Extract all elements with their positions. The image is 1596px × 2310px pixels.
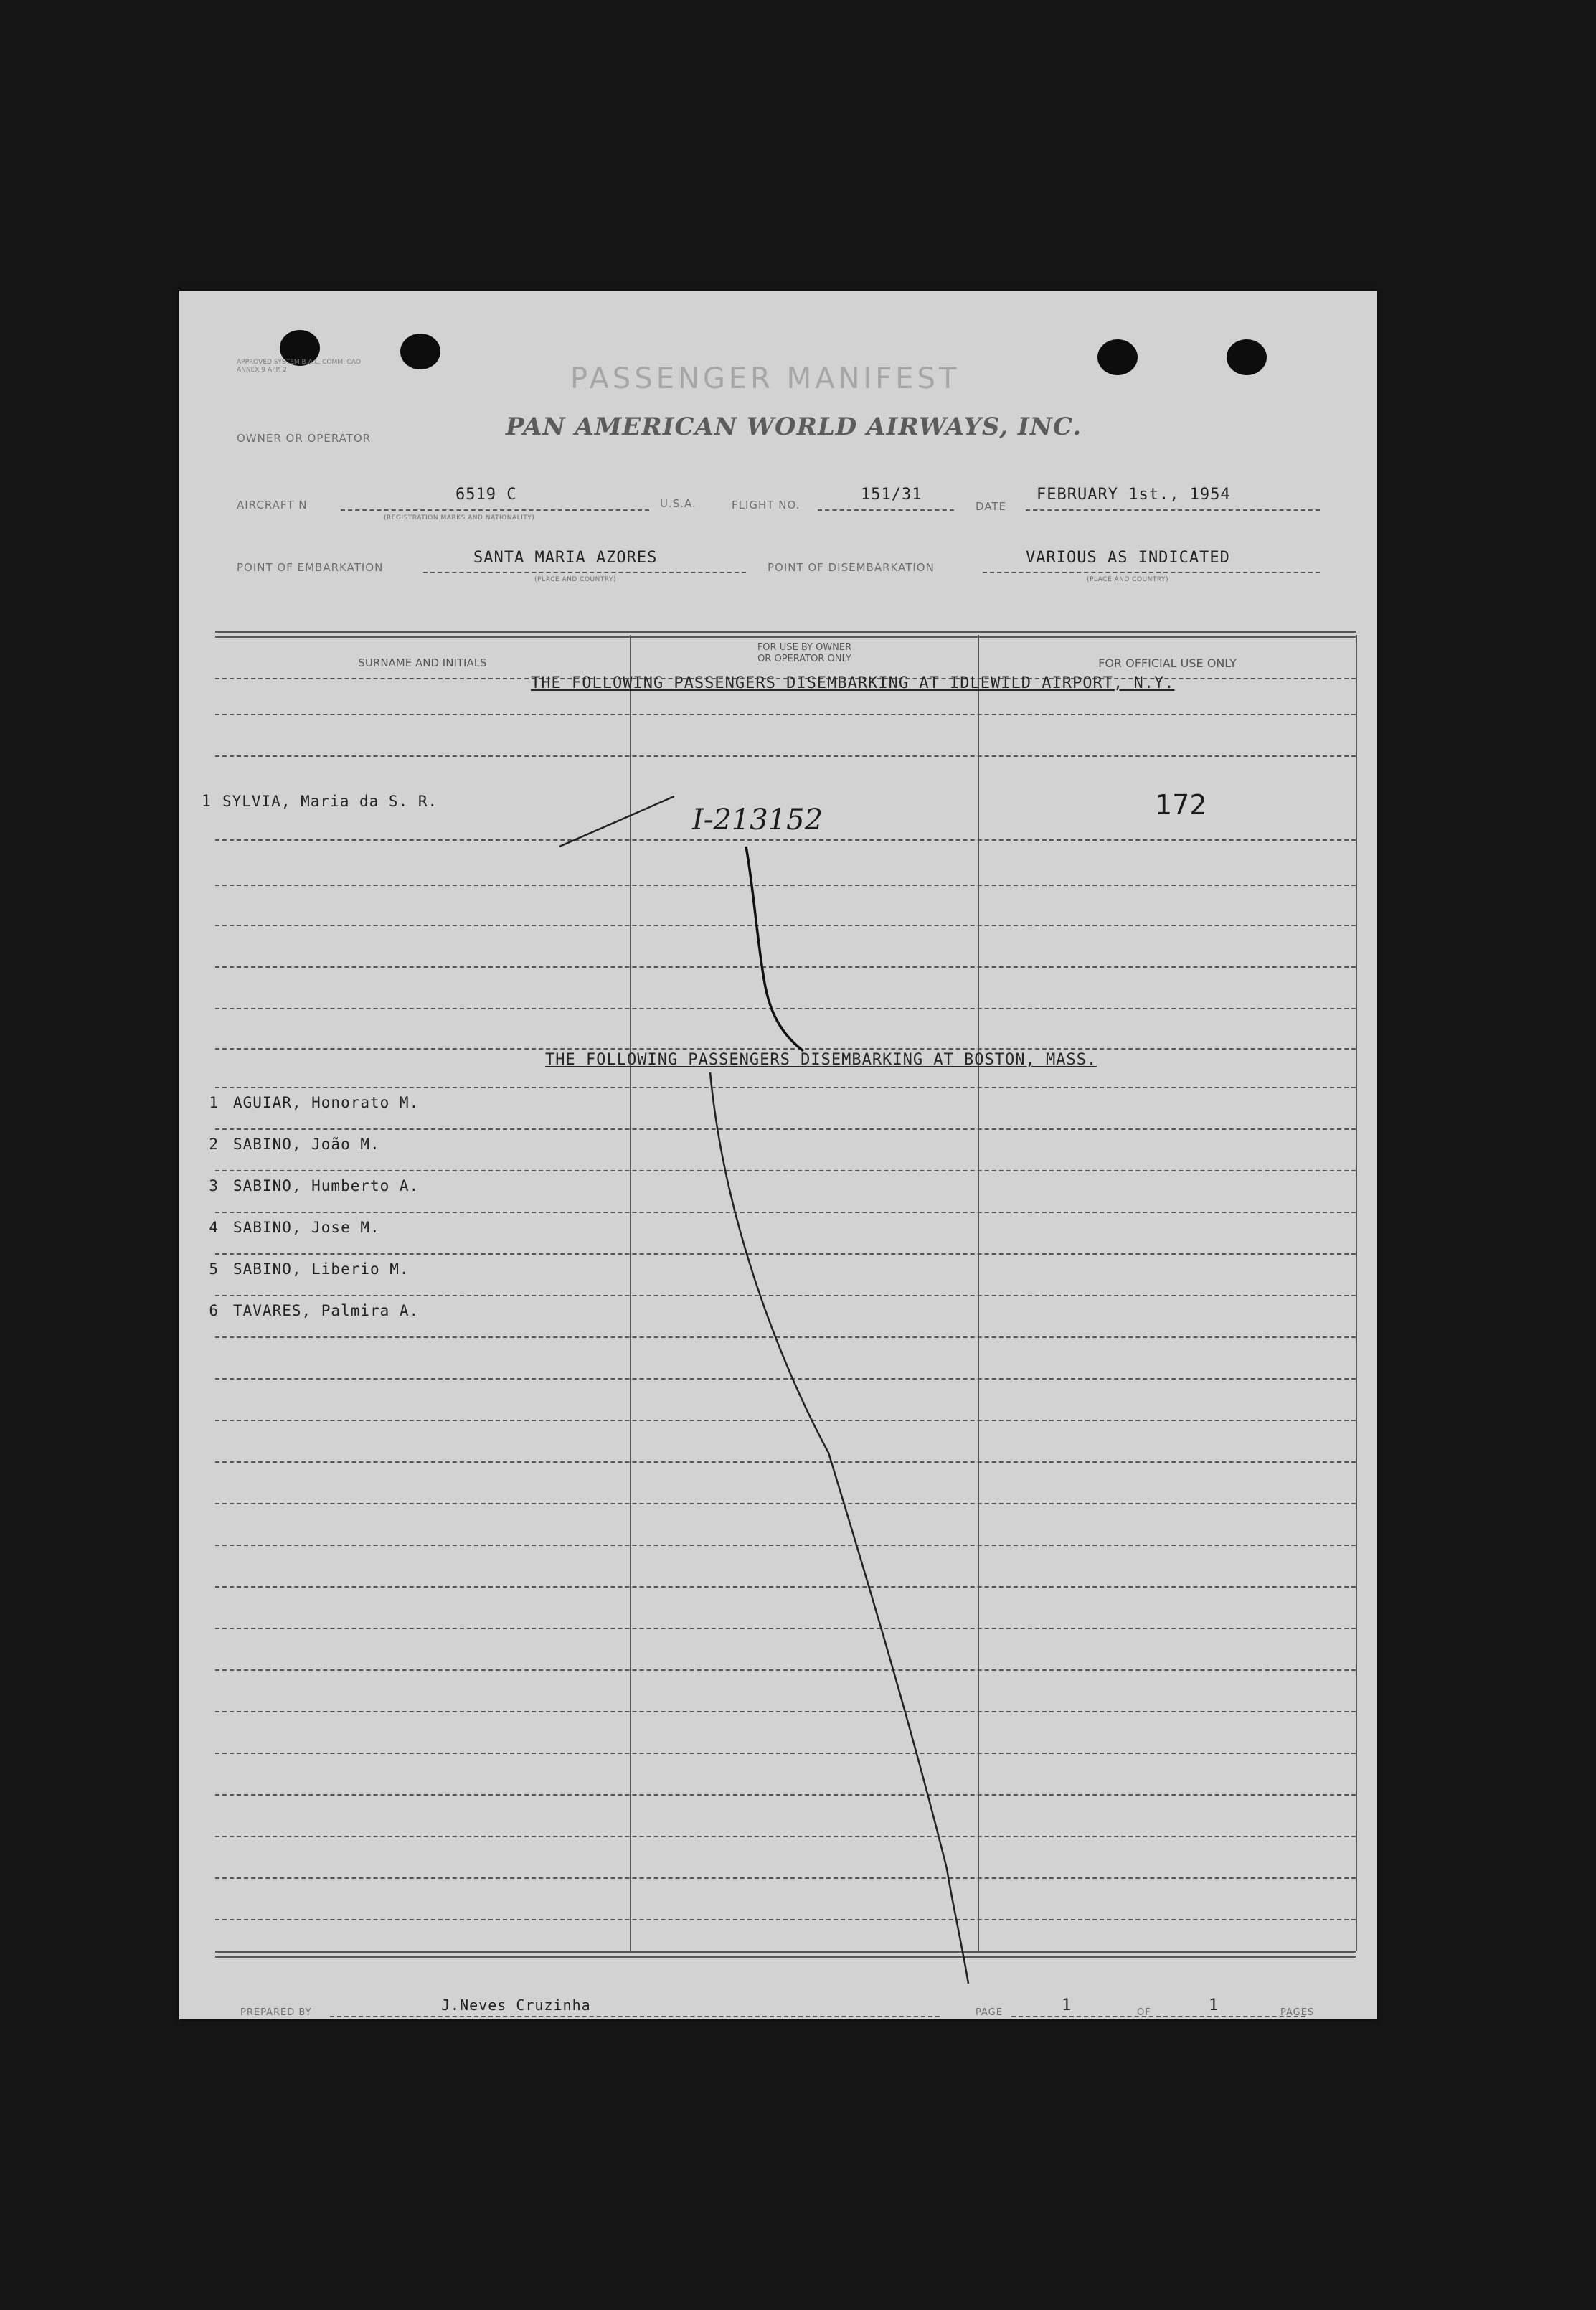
disembark-label: POINT OF DISEMBARKATION — [768, 561, 935, 574]
passenger-name: SABINO, João M. — [233, 1136, 380, 1153]
ruled-line — [215, 1794, 1356, 1796]
ruled-line — [215, 1048, 1356, 1050]
aircraft-label: AIRCRAFT N — [237, 499, 308, 512]
ruled-line — [215, 966, 1356, 968]
embark-label: POINT OF EMBARKATION — [237, 561, 384, 574]
passenger-number: 6 — [209, 1302, 219, 1319]
owner-label: OWNER OR OPERATOR — [237, 432, 372, 445]
ruled-line — [215, 839, 1356, 841]
aircraft-value: 6519 C — [455, 486, 517, 504]
passenger-number: 5 — [209, 1260, 219, 1278]
section-heading-idlewild: THE FOLLOWING PASSENGERS DISEMBARKING AT IDLEWILD AIRPORT, N.Y. — [531, 674, 1175, 692]
ruled-line — [215, 1503, 1356, 1504]
passenger-number: 4 — [209, 1219, 219, 1236]
pencil-stroke — [710, 1072, 968, 1984]
pages-value: 1 — [1209, 1996, 1219, 2014]
manifest-sheet — [179, 291, 1377, 2019]
ruled-line — [215, 1378, 1356, 1380]
ruled-line — [215, 885, 1356, 886]
passenger-name: TAVARES, Palmira A. — [233, 1302, 420, 1319]
official-note-handwritten: 172 — [1155, 789, 1207, 821]
column-header-owner-use-line2: OR OPERATOR ONLY — [757, 654, 851, 664]
ruled-line — [215, 1212, 1356, 1213]
ruled-line — [215, 1628, 1356, 1629]
page-label: PAGE — [976, 2007, 1003, 2018]
ruled-line — [215, 1420, 1356, 1421]
passenger-name: SABINO, Humberto A. — [233, 1177, 420, 1194]
ruled-line — [215, 1461, 1356, 1463]
pages-label: PAGES — [1280, 2007, 1315, 2018]
ruled-line — [215, 1919, 1356, 1920]
flight-value: 151/31 — [861, 486, 922, 504]
column-header-official: FOR OFFICIAL USE ONLY — [1098, 656, 1237, 670]
passenger-name: SABINO, Jose M. — [233, 1219, 380, 1236]
embark-sublabel: (PLACE AND COUNTRY) — [534, 576, 617, 583]
ruled-line — [215, 1336, 1356, 1338]
ruled-line — [215, 714, 1356, 715]
ruled-line — [215, 1253, 1356, 1255]
ruled-line — [215, 1669, 1356, 1671]
approval-text: APPROVED SYSTEM B.A.L. COMM ICAO ANNEX 9 APP. 2 — [237, 359, 361, 374]
ruled-line — [215, 1545, 1356, 1546]
ruled-line — [215, 1836, 1356, 1837]
ruled-line — [215, 1087, 1356, 1088]
ruled-line — [215, 1753, 1356, 1754]
punch-hole — [400, 334, 440, 369]
date-label: DATE — [976, 500, 1007, 513]
table-bottom-border — [215, 1951, 1356, 1958]
page-field-line — [1011, 2016, 1305, 2017]
of-label: OF — [1137, 2007, 1151, 2018]
disembark-field-line — [983, 572, 1320, 573]
passenger-number: 3 — [209, 1177, 219, 1194]
ruled-line — [215, 1170, 1356, 1172]
table-top-border — [215, 631, 1356, 638]
passenger-name: SABINO, Liberio M. — [233, 1260, 410, 1278]
ruled-line — [215, 1295, 1356, 1296]
pencil-stroke — [746, 847, 803, 1051]
prepared-field-line — [330, 2016, 940, 2017]
date-value: FEBRUARY 1st., 1954 — [1037, 486, 1231, 504]
passenger-name: AGUIAR, Honorato M. — [233, 1094, 420, 1111]
aircraft-field-line — [341, 509, 649, 511]
ruled-line — [215, 1711, 1356, 1712]
disembark-sublabel: (PLACE AND COUNTRY) — [1087, 576, 1169, 583]
embark-field-line — [423, 572, 746, 573]
passenger-name: SYLVIA, Maria da S. R. — [222, 793, 438, 810]
country-label: U.S.A. — [660, 497, 697, 510]
column-divider — [1356, 635, 1357, 1951]
owner-note-handwritten: I-213152 — [692, 803, 823, 836]
punch-hole — [1097, 339, 1138, 375]
ruled-line — [215, 925, 1356, 926]
ruled-line — [215, 1877, 1356, 1879]
date-field-line — [1026, 509, 1320, 511]
ruled-line — [215, 1128, 1356, 1130]
ruled-line — [215, 1008, 1356, 1009]
column-header-owner-use — [631, 642, 978, 665]
section-heading-boston: THE FOLLOWING PASSENGERS DISEMBARKING AT BOSTON, MASS. — [545, 1051, 1097, 1069]
column-header-surname: SURNAME AND INITIALS — [358, 656, 487, 669]
disembark-value: VARIOUS AS INDICATED — [1026, 549, 1230, 567]
embark-value: SANTA MARIA AZORES — [473, 549, 658, 567]
column-header-owner-use-line1: FOR USE BY OWNER — [757, 642, 852, 653]
ruled-line — [215, 1586, 1356, 1588]
ruled-line — [215, 755, 1356, 757]
owner-value: PAN AMERICAN WORLD AIRWAYS, INC. — [506, 412, 1082, 441]
passenger-number: 1 — [209, 1094, 219, 1111]
prepared-label: PREPARED BY — [240, 2007, 312, 2018]
passenger-number: 1 — [201, 793, 212, 811]
aircraft-sublabel: (REGISTRATION MARKS AND NATIONALITY) — [384, 514, 535, 522]
page-title: PASSENGER MANIFEST — [570, 362, 960, 395]
punch-hole — [1227, 339, 1267, 375]
passenger-number: 2 — [209, 1136, 219, 1153]
flight-label: FLIGHT NO. — [732, 499, 801, 512]
prepared-value: J.Neves Cruzinha — [441, 1996, 591, 2014]
flight-field-line — [818, 509, 954, 511]
page-value: 1 — [1062, 1996, 1072, 2014]
